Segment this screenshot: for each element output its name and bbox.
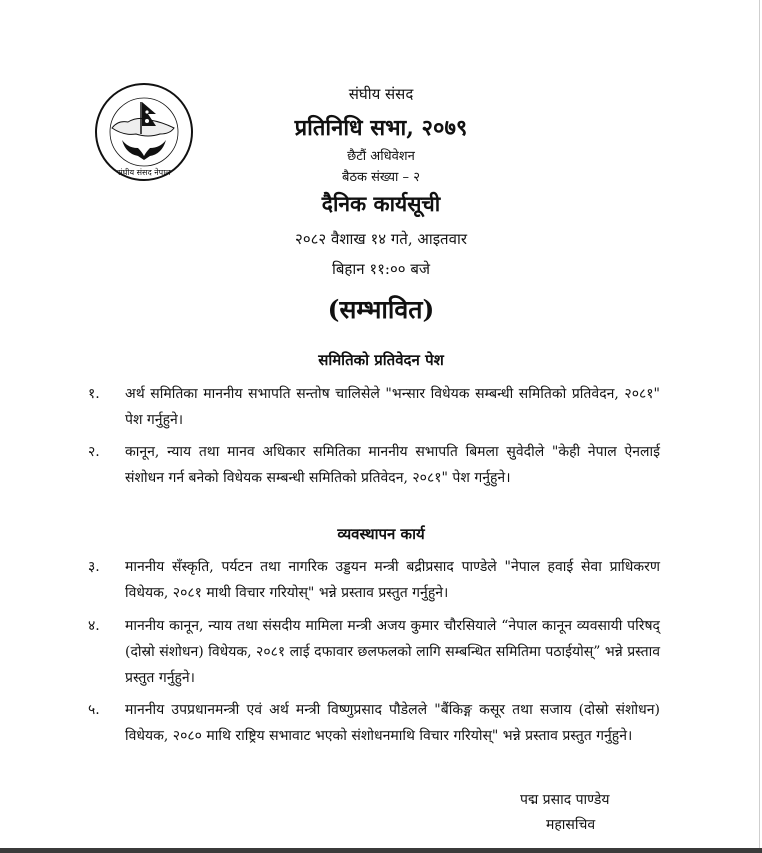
window-bottom-bar: [0, 848, 762, 853]
signatory-name: पद्म प्रसाद पाण्डेय: [520, 792, 610, 808]
parliament-name: संघीय संसद: [348, 85, 414, 103]
agenda-item-text: माननीय उपप्रधानमन्त्री एवं अर्थ मन्त्री विष्णुप्रसाद पौडेलले "बैंकिङ्ग कसूर तथा सजाय (दोस्रो संशोधन) विधेयक, २०८० माथि राष्ट्रिय सभावाट भएको संशोधनमाथि विचार गरियोस्" भन्ने प्रस्ताव प्रस्तुत गर्नुहुने।: [125, 702, 660, 744]
agenda-item-text: माननीय सँस्कृति, पर्यटन तथा नागरिक उड्डयन मन्त्री बद्रीप्रसाद पाण्डेले "नेपाल हवाई सेवा प्राधिकरण विधेयक, २०८१ माथी विचार गरियोस्" भन्ने प्रस्ताव प्रस्तुत गर्नुहुने।: [125, 559, 660, 601]
agenda-item-text: कानून, न्याय तथा मानव अधिकार समितिका माननीय सभापति बिमला सुवेदीले "केही नेपाल ऐनलाई संशोधन गर्न बनेको विधेयक सम्बन्धी समितिको प्रतिवेदन, २०८१" पेश गर्नुहुने।: [125, 444, 660, 486]
emblem-arc-text: संघीय संसद नेपाल: [117, 168, 171, 177]
agenda-item-text: माननीय कानून, न्याय तथा संसदीय मामिला मन्त्री अजय कुमार चौरसियाले “नेपाल कानून व्यवसायी परिषद् (दोस्रो संशोधन) विधेयक, २०८१ लाई दफावार छलफलको लागि सम्बन्धित समितिमा पठाईयोस्” भन्ने प्रस्ताव प्रस्तुत गर्नुहुने।: [125, 618, 660, 686]
agenda-item-number: २.: [88, 444, 100, 460]
agenda-item-number: ३.: [88, 559, 100, 575]
agenda-item: [88, 613, 660, 691]
page-title: दैनिक कार्यसूची: [321, 191, 441, 216]
agenda-item: [88, 439, 660, 491]
session-label: छैटौं अधिवेशन: [347, 149, 415, 164]
agenda-item: [88, 381, 660, 433]
meeting-number: बैठक संख्या – २: [342, 170, 420, 185]
section-heading-committee-reports: समितिको प्रतिवेदन पेश: [318, 351, 444, 369]
agenda-item-number: ५.: [88, 702, 100, 718]
agenda-item: [88, 697, 660, 749]
agenda-status: (सम्भावित): [327, 295, 435, 324]
agenda-item: [88, 554, 660, 606]
meeting-date: २०८२ वैशाख १४ गते, आइतवार: [295, 230, 467, 248]
agenda-item-number: ४.: [88, 618, 100, 634]
agenda-item-number: १.: [88, 386, 100, 402]
signatory-title: महासचिव: [546, 817, 596, 833]
house-title: प्रतिनिधि सभा, २०७९: [294, 115, 468, 141]
section-heading-legislative-business: व्यवस्थापन कार्य: [337, 525, 425, 543]
meeting-time: बिहान ११:०० बजे: [331, 260, 431, 278]
agenda-item-text: अर्थ समितिका माननीय सभापति सन्तोष चालिसेले "भन्सार विधेयक सम्बन्धी समितिको प्रतिवेदन, २०८१" पेश गर्नुहुने।: [125, 386, 660, 428]
